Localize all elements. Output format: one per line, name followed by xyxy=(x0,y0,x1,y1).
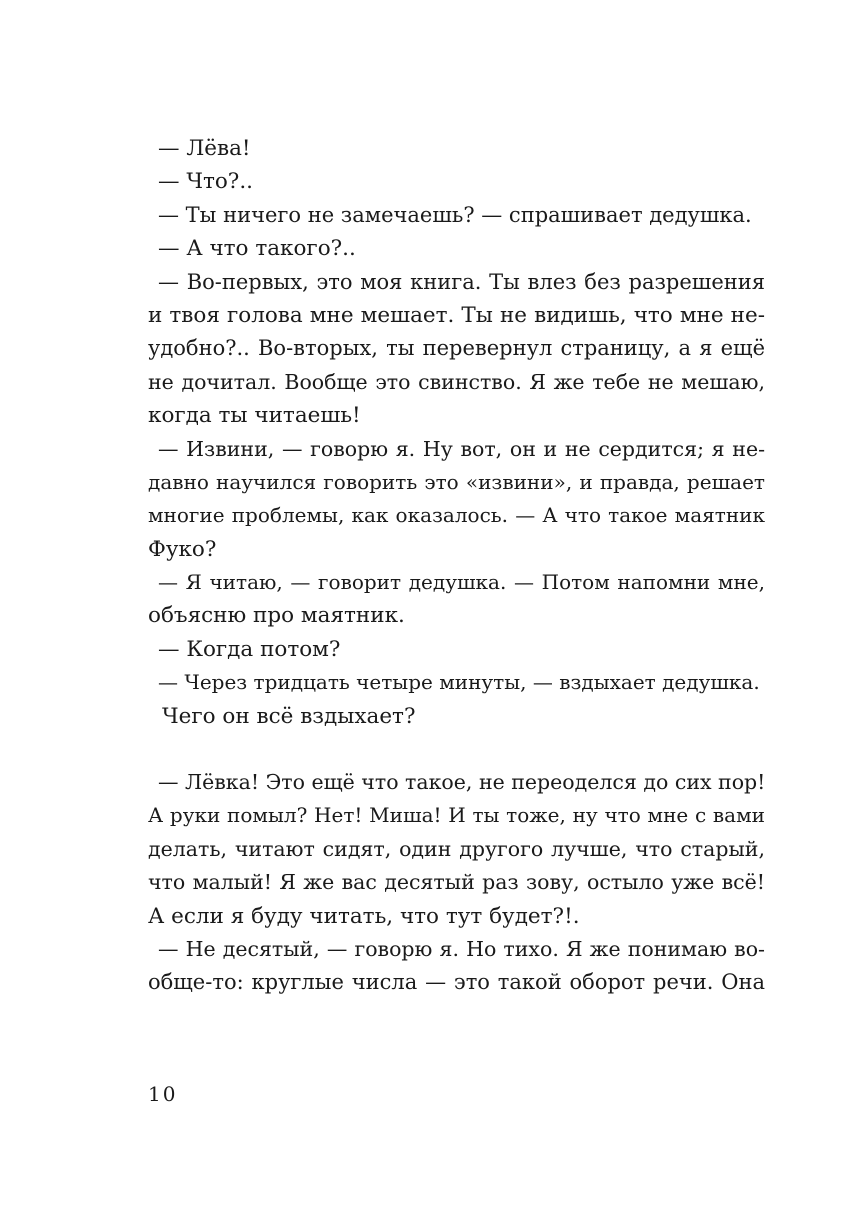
text-line: Чего он всё вздыхает? xyxy=(162,703,416,729)
text-line: — Что?.. xyxy=(158,169,253,195)
text-line: что малый! Я же вас десятый раз зову, остыло уже всё! xyxy=(148,870,765,895)
text-line: — Извини, — говорю я. Ну вот, он и не сердится; я не- xyxy=(158,436,765,461)
text-line: объясню про маятник. xyxy=(148,603,405,629)
page-number: 10 xyxy=(148,1082,178,1106)
text-line: — Через тридцать четыре минуты, — вздыхает дедушка. xyxy=(158,670,760,695)
text-line: — Не десятый, — говорю я. Но тихо. Я же понимаю во- xyxy=(158,936,765,961)
text-line: А руки помыл? Нет! Миша! И ты тоже, ну что мне с вами xyxy=(148,803,765,828)
text-line: — Во-первых, это моя книга. Ты влез без разрешения xyxy=(158,269,765,294)
text-line: — Лёва! xyxy=(158,136,251,161)
text-line: — Ты ничего не замечаешь? — спрашивает дедушка. xyxy=(158,202,752,227)
text-line: — Я читаю, — говорит дедушка. — Потом напомни мне, xyxy=(158,570,765,595)
text-line: А если я буду читать, что тут будет?!. xyxy=(148,903,580,929)
text-line: удобно?.. Во-вторых, ты перевернул страницу, а я ещё xyxy=(148,336,765,361)
text-line: многие проблемы, как оказалось. — А что такое маятник xyxy=(148,503,765,528)
text-line: давно научился говорить это «извини», и правда, решает xyxy=(148,469,765,494)
text-line: когда ты читаешь! xyxy=(148,403,361,429)
text-line: и твоя голова мне мешает. Ты не видишь, что мне не- xyxy=(148,302,765,328)
text-line: обще-то: круглые числа — это такой оборот речи. Она xyxy=(148,970,765,995)
text-line: делать, читают сидят, один другого лучше, что старый, xyxy=(148,836,765,861)
text-line: — Когда потом? xyxy=(158,636,341,662)
text-line: не дочитал. Вообще это свинство. Я же тебе не мешаю, xyxy=(148,369,765,394)
text-block-dialogue xyxy=(148,132,765,733)
text-line: — А что такого?.. xyxy=(158,236,356,262)
text-block-grandma xyxy=(148,766,765,1000)
text-line: Фуко? xyxy=(148,536,217,562)
text-line: — Лёвка! Это ещё что такое, не переоделся до сих пор! xyxy=(158,770,766,794)
